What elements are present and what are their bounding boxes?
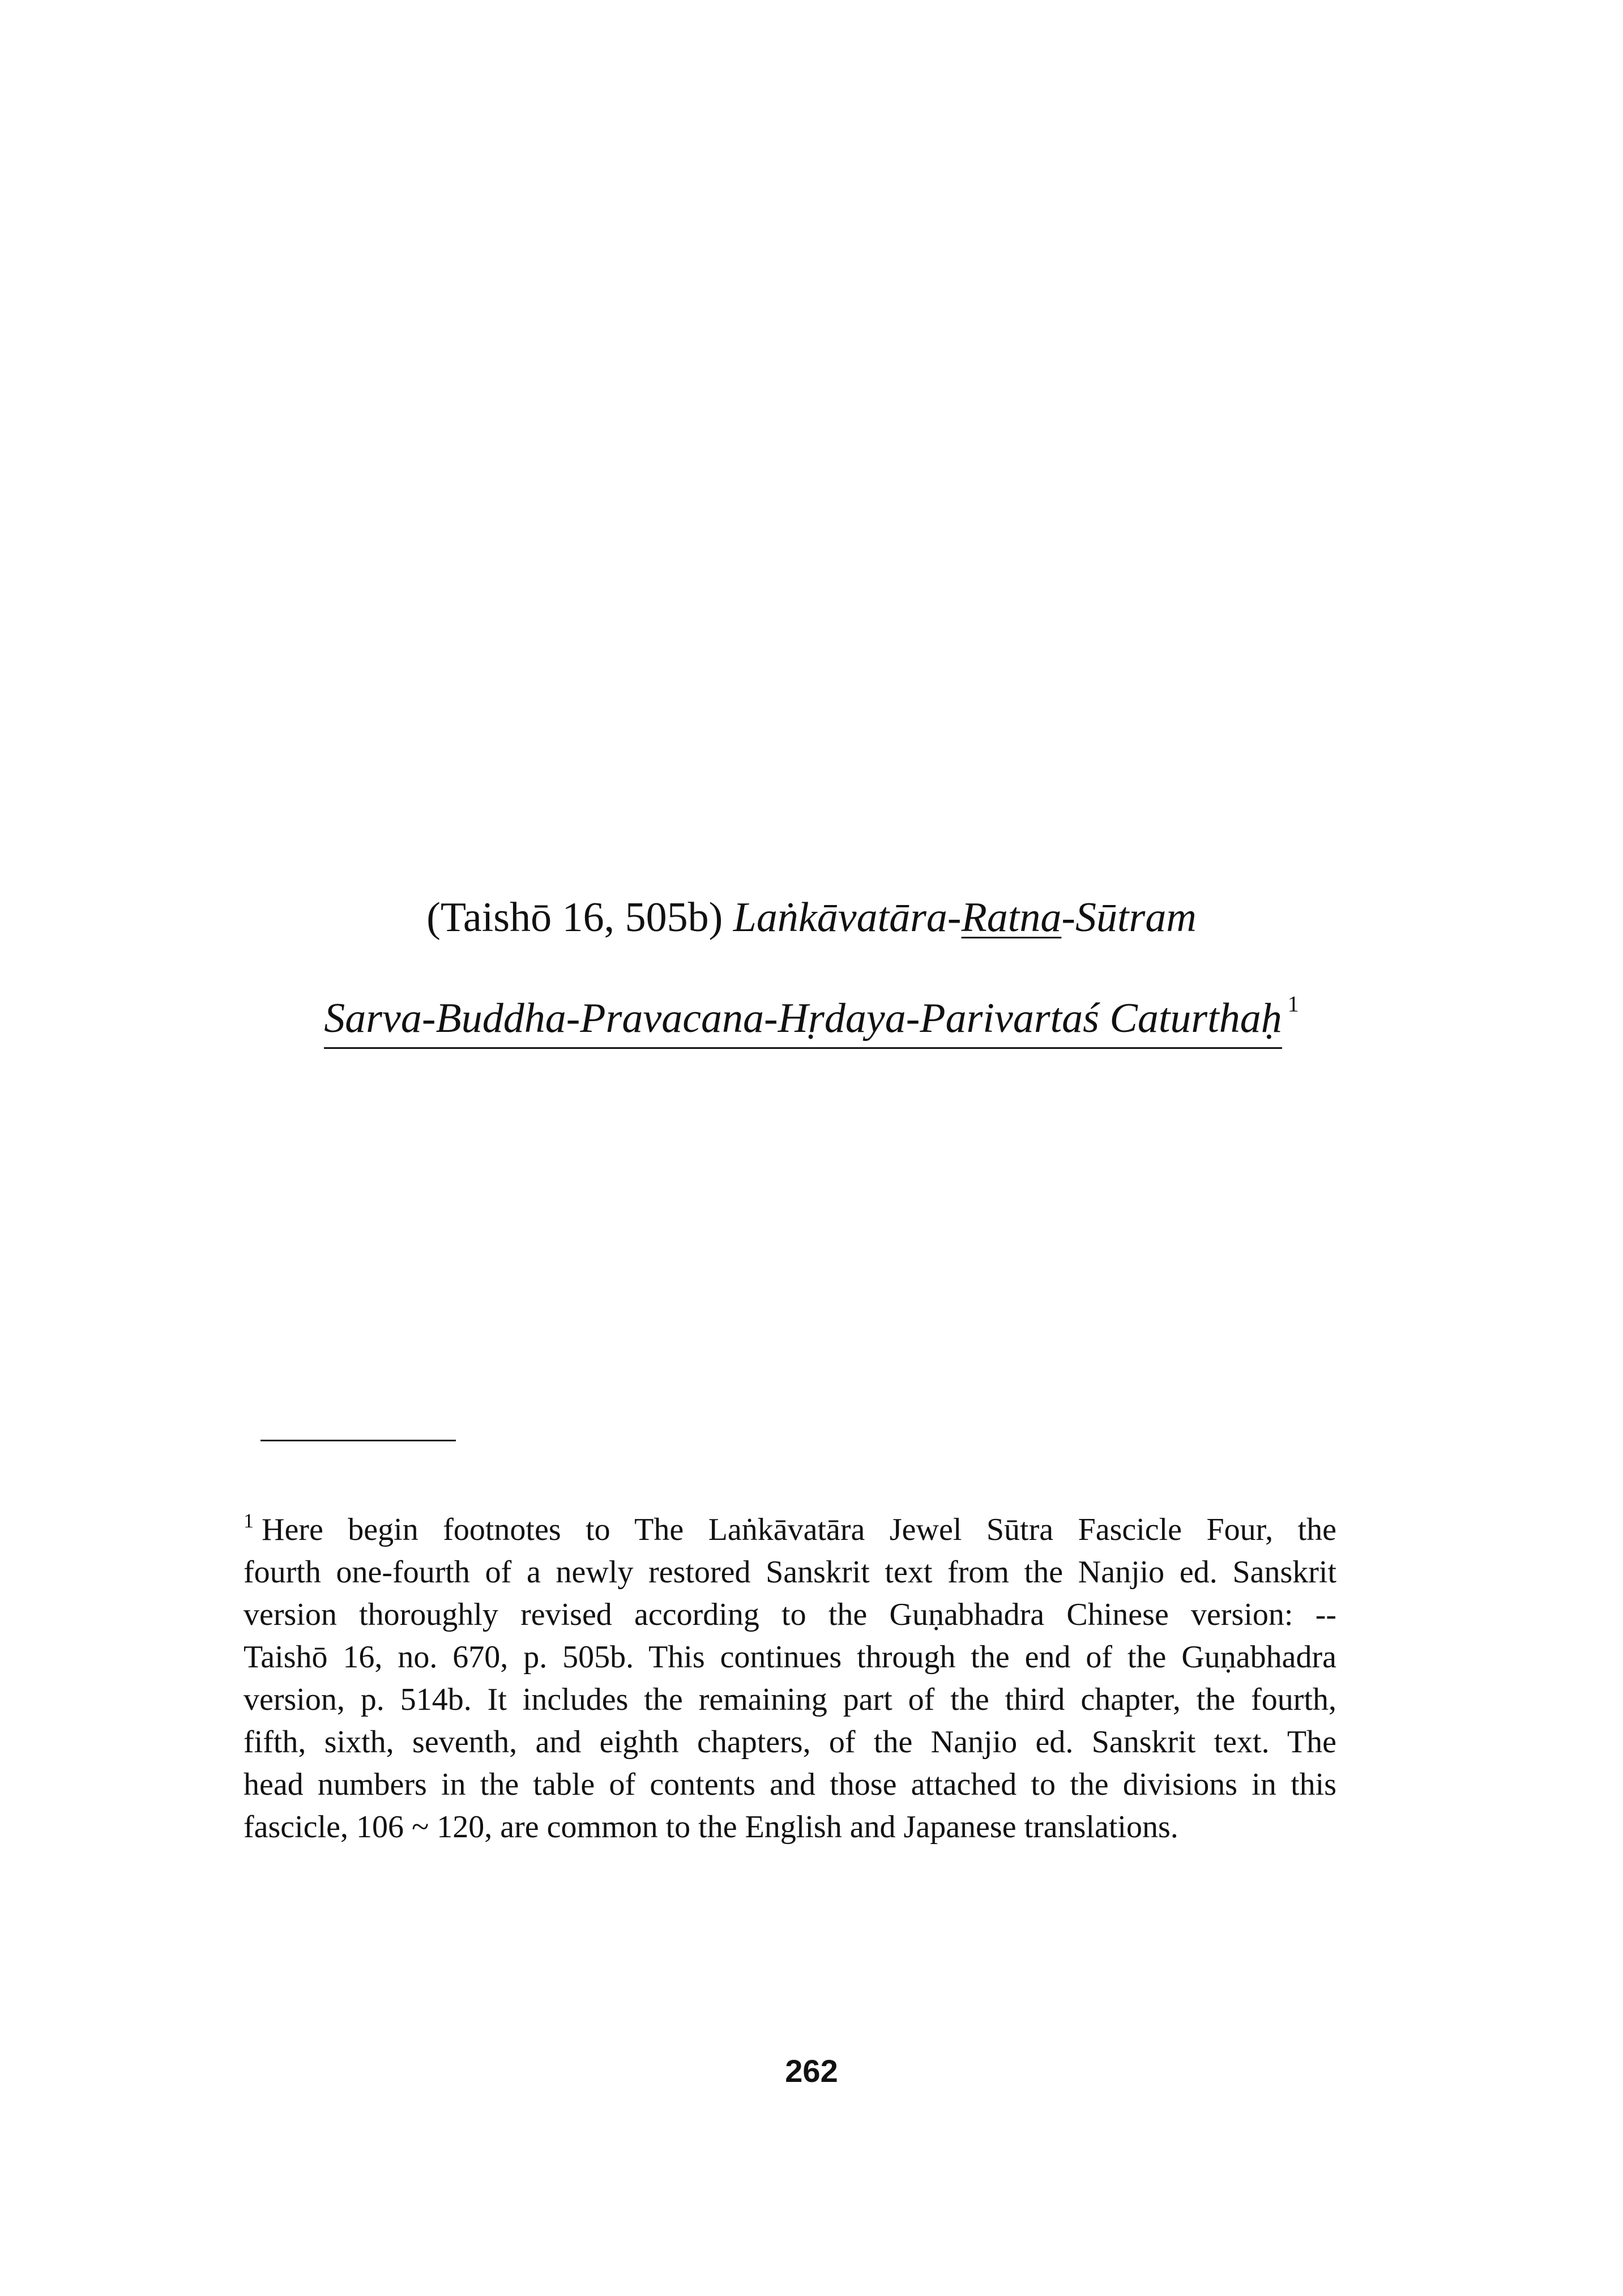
footnote-line: fifth, sixth, seventh, and eighth chapters, of the Nanjio ed. Sanskrit text. The: [244, 1725, 1336, 1760]
title-footnote-marker: 1: [1287, 991, 1299, 1017]
footnote: [244, 1500, 1336, 1849]
title-line: [0, 892, 1623, 943]
sutra-name-ratna: Ratna: [961, 894, 1062, 941]
footnote-line: fourth one-fourth of a newly restored Sanskrit text from the Nanjio ed. Sanskrit: [244, 1555, 1336, 1590]
footnote-separator: [260, 1440, 456, 1441]
footnote-line: fascicle, 106 ~ 120, are common to the English and Japanese translations.: [244, 1810, 1178, 1845]
footnote-line: version thoroughly revised according to the Guṇabhadra Chinese version: --: [244, 1597, 1336, 1632]
chapter-subtitle: Sarva-Buddha-Pravacana-Hṛdaya-Parivartaś Caturthaḥ: [324, 993, 1282, 1049]
page-number: 262: [785, 2053, 838, 2089]
sutra-name-part2: -Sūtram: [1061, 894, 1197, 941]
footnote-line: version, p. 514b. It includes the remaining part of the third chapter, the fourth,: [244, 1682, 1336, 1717]
footnote-marker: 1: [244, 1509, 254, 1532]
footnote-line: head numbers in the table of contents and those attached to the divisions in this: [244, 1767, 1336, 1802]
sutra-name-part1: Laṅkāvatāra-: [733, 894, 962, 941]
title-reference: (Taishō 16, 505b): [426, 894, 723, 941]
footnote-line: Taishō 16, no. 670, p. 505b. This continues through the end of the Guṇabhadra: [244, 1640, 1336, 1675]
footnote-line: $^1$ Here begin footnotes to The Laṅkāvatāra Jewel Sūtra Fascicle Four, the: [244, 1509, 1336, 1547]
subtitle-line: [0, 979, 1623, 1049]
